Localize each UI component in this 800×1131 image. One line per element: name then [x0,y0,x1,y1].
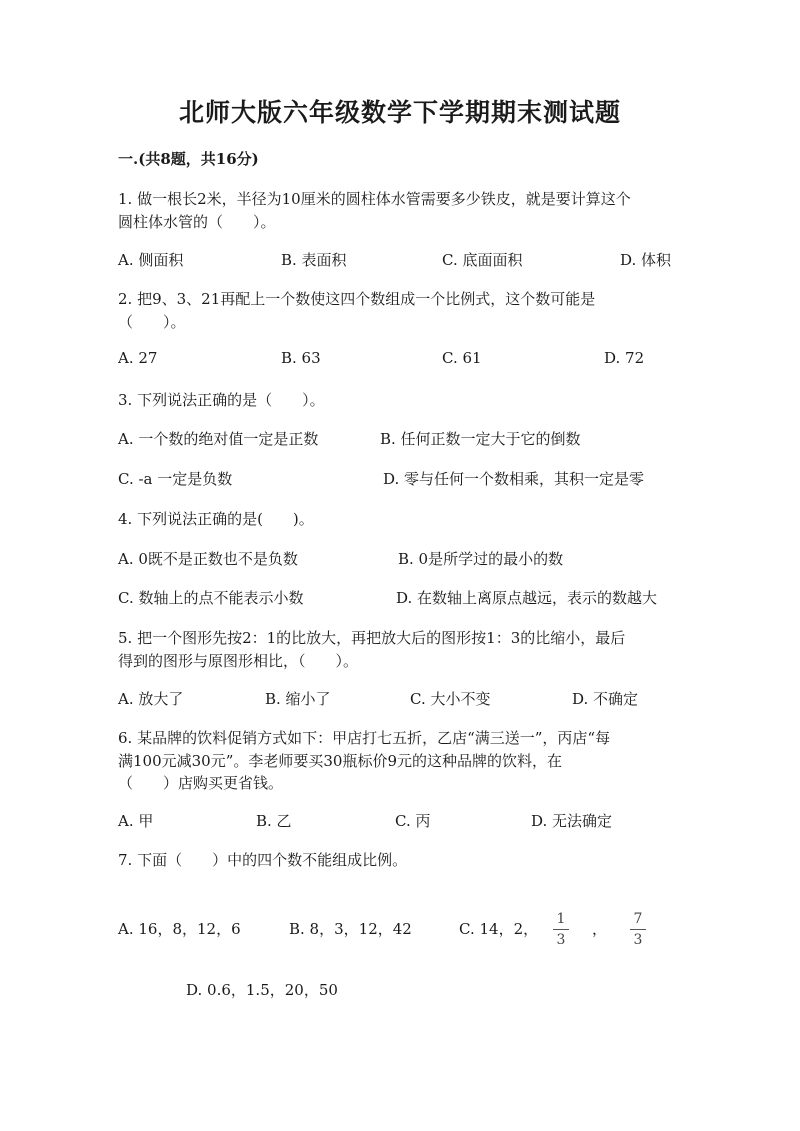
q3-option-c: C. -a 一定是负数 [118,470,233,488]
q3-option-a: A. 一个数的绝对值一定是正数 [118,430,319,448]
q7-fraction-1 [553,911,569,948]
question-6-text: 6. 某品牌的饮料促销方式如下：甲店打七五折，乙店“满三送一”，丙店“每 [118,729,611,747]
q4-option-a: A. 0既不是正数也不是负数 [118,550,298,568]
q6-option-d: D. 无法确定 [531,812,613,830]
q6-option-c: C. 丙 [395,812,431,830]
question-1-text-cont: 圆柱体水管的（ ）。 [118,213,276,231]
question-2-text-cont: （ ）。 [118,313,186,331]
q2-option-b: B. 63 [281,349,321,367]
q2-option-d: D. 72 [604,349,645,367]
question-1-text: 1. 做一根长2米，半径为10厘米的圆柱体水管需要多少铁皮，就是要计算这个 [118,190,631,208]
fraction-1-bar [553,929,569,930]
q4-option-c: C. 数轴上的点不能表示小数 [118,589,304,607]
q1-option-a: A. 侧面积 [118,251,184,269]
q7-option-a: A. 16，8，12，6 [118,920,241,938]
q2-option-c: C. 61 [442,349,482,367]
fraction-2-numerator: 7 [633,911,643,927]
q3-option-d: D. 零与任何一个数相乘，其积一定是零 [383,470,645,488]
question-6-text-cont: 满100元减30元”。李老师要买30瓶标价9元的这种品牌的饮料，在 [118,752,563,770]
question-2-text: 2. 把9、3、21再配上一个数使这四个数组成一个比例式，这个数可能是 [118,290,596,308]
question-5-text-cont: 得到的图形与原图形相比，（ ）。 [118,652,359,670]
q5-option-d: D. 不确定 [572,690,639,708]
q4-option-d: D. 在数轴上离原点越远，表示的数越大 [396,589,658,607]
page-title: 北师大版六年级数学下学期期末测试题 [178,98,621,127]
q1-option-d: D. 体积 [620,251,672,269]
q5-option-a: A. 放大了 [118,690,184,708]
q2-option-a: A. 27 [118,349,158,367]
q7-option-c: C. 14，2， [459,920,539,938]
q3-option-b: B. 任何正数一定大于它的倒数 [380,430,581,448]
q1-option-b: B. 表面积 [281,251,347,269]
q4-option-b: B. 0是所学过的最小的数 [398,550,564,568]
q7-option-d: D. 0.6，1.5，20，50 [186,981,338,999]
q6-option-b: B. 乙 [256,812,292,830]
q7-option-c-separator: ， [592,920,608,938]
q5-option-b: B. 缩小了 [265,690,331,708]
q7-fraction-2 [630,911,646,948]
question-6-text-cont2: （ ）店购买更省钱。 [118,774,284,792]
fraction-2-denominator: 3 [633,932,643,948]
fraction-1-denominator: 3 [556,932,566,948]
q1-option-c: C. 底面面积 [442,251,523,269]
section-heading: 一.(共8题，共16分) [118,150,259,168]
q7-option-b: B. 8，3，12，42 [289,920,412,938]
question-7-text: 7. 下面（ ）中的四个数不能组成比例。 [118,851,408,869]
question-5-text: 5. 把一个图形先按2：1的比放大，再把放大后的图形按1：3的比缩小，最后 [118,629,626,647]
question-3-text: 3. 下列说法正确的是（ ）。 [118,391,325,409]
q5-option-c: C. 大小不变 [410,690,491,708]
fraction-1-numerator: 1 [556,911,566,927]
question-4-text: 4. 下列说法正确的是( )。 [118,510,314,528]
q6-option-a: A. 甲 [118,812,154,830]
fraction-2-bar [630,929,646,930]
